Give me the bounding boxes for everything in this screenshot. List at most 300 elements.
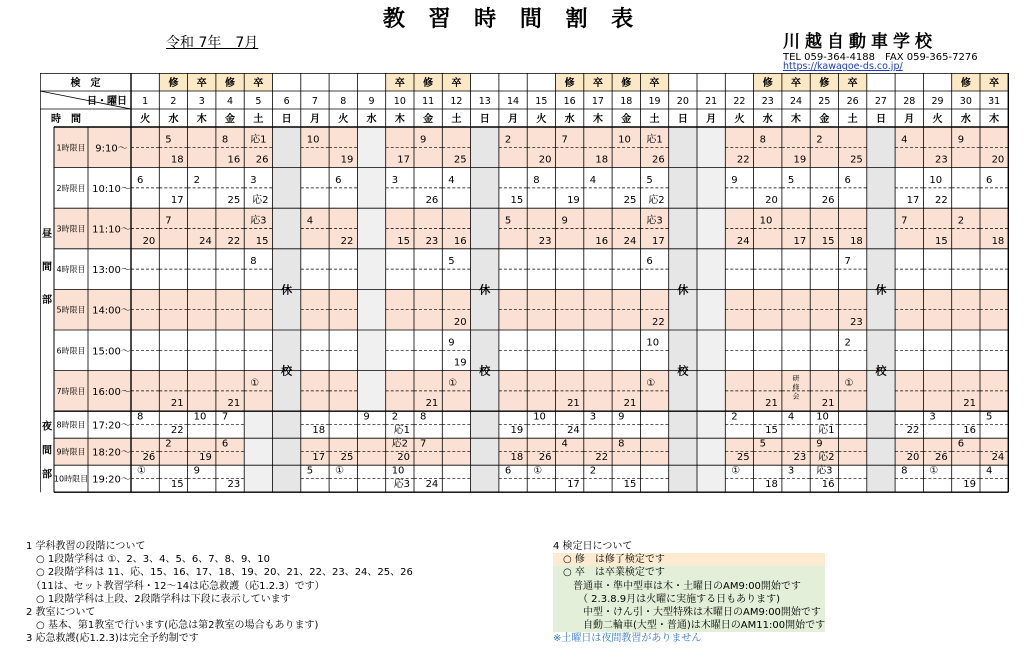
section-day-label: 部: [42, 295, 52, 307]
pink-row-cell: [301, 371, 329, 412]
cell-lower: 17: [567, 479, 580, 491]
weekday: 日: [479, 114, 490, 125]
weekday: 金: [225, 114, 236, 125]
cell-upper: 3: [250, 174, 257, 186]
weekday: 金: [621, 114, 632, 125]
period-label: 6時限目: [56, 346, 86, 356]
cell-lower: 16: [453, 235, 467, 247]
cell-lower: 20: [453, 317, 467, 328]
cell-lower: 20: [538, 154, 552, 166]
pink-row-cell: [188, 127, 216, 168]
cell-upper: 6: [221, 438, 229, 450]
pink-row-cell: [499, 208, 527, 249]
pink-row-cell: [980, 289, 1008, 330]
cell-upper: 9: [420, 134, 427, 146]
date-header: 日・曜日: [87, 96, 127, 107]
cell-upper: 5: [759, 438, 766, 450]
weekday: 木: [196, 114, 207, 125]
cell-lower: 19: [793, 154, 807, 166]
cell-upper: 2: [844, 337, 851, 349]
day-number: 13: [478, 96, 491, 107]
cell-lower: 19: [340, 154, 354, 166]
cell-upper: 応3: [646, 215, 663, 227]
cell-upper: 9: [957, 134, 965, 146]
cell-lower: 応2: [252, 195, 269, 207]
cell-lower: 19: [510, 425, 524, 437]
cell-lower: 22: [340, 235, 354, 247]
cell-lower: 24: [736, 235, 750, 247]
day-number: 31: [988, 96, 1001, 107]
cell-lower: 25: [623, 195, 637, 207]
day-number: 18: [620, 96, 633, 107]
weekday: 月: [706, 114, 717, 125]
cell-lower: 応1: [393, 425, 410, 437]
day-number: 23: [761, 96, 774, 107]
cell-upper: 10: [929, 174, 943, 186]
pink-row-cell: [923, 371, 951, 412]
cell-lower: 26: [934, 452, 948, 464]
closed-cell: [357, 371, 385, 412]
cell-lower: 23: [934, 154, 948, 166]
cell-lower: 16: [963, 425, 976, 437]
weekday: 水: [564, 114, 575, 125]
cell-lower: 26: [255, 154, 269, 166]
pink-row-cell: [442, 438, 470, 465]
note-line: ○ 1段階学科は上段、2段階学科は下段に表示しています: [26, 593, 291, 605]
day-number: 28: [903, 96, 916, 107]
pink-row-cell: [895, 127, 923, 168]
closed-cell: [669, 465, 697, 492]
school-name: 川越自動車学校: [783, 32, 937, 52]
cell-upper: 6: [137, 174, 144, 186]
cell-lower: 18: [510, 452, 524, 464]
kentei-mark: 修: [819, 78, 830, 89]
period-label: 8時限目: [56, 420, 86, 430]
cell-lower: 23: [425, 235, 439, 247]
cell-upper: 2: [165, 438, 172, 450]
cell-lower: 26: [425, 195, 439, 207]
cell-upper: 8: [250, 256, 257, 268]
closed-cell: [357, 208, 385, 249]
pink-row-cell: [725, 289, 753, 330]
pink-row-cell: [414, 127, 442, 168]
section-night-label: 夜: [42, 421, 52, 433]
pink-row-cell: [725, 371, 753, 412]
day-number: 20: [676, 96, 689, 107]
cell-upper: 4: [901, 134, 908, 146]
cell-upper: ①: [533, 465, 543, 477]
cell-lower: 応1: [818, 425, 835, 437]
pink-row-cell: [386, 289, 414, 330]
cell-upper: 7: [844, 256, 851, 268]
cell-upper: ①: [929, 465, 939, 477]
cell-upper: 5: [306, 465, 314, 477]
day-number: 22: [733, 96, 746, 107]
notes-left: [26, 540, 413, 646]
day-number: 11: [422, 96, 435, 107]
day-number: 29: [931, 96, 944, 107]
cell-upper: 9: [618, 411, 625, 423]
note-line: ○ 2段階学科は 11、応、15、16、17、18、19、20、21、22、23、24、25、26: [26, 567, 413, 579]
pink-row-cell: [754, 127, 782, 168]
cell-lower: 18: [170, 154, 184, 166]
kentei-mark: 卒: [394, 78, 405, 89]
cell-lower: 21: [425, 398, 439, 410]
cell-upper: 5: [165, 134, 172, 146]
cell-upper: ①: [335, 465, 345, 477]
cell-upper: 2: [816, 134, 823, 146]
cell-lower: 25: [227, 195, 241, 207]
kentei-mark: 卒: [253, 78, 264, 89]
day-number: 16: [563, 96, 576, 107]
kentei-mark: 卒: [989, 78, 1000, 89]
cell-lower: 18: [991, 235, 1005, 247]
cell-lower: 21: [170, 398, 184, 410]
closed-cell: [471, 168, 499, 209]
cell-upper: 8: [618, 438, 625, 450]
closed-label: 校: [875, 364, 887, 378]
closed-cell: [244, 465, 272, 492]
cell-lower: 23: [227, 479, 241, 491]
cell-lower: 18: [595, 154, 609, 166]
pink-row-cell: [612, 127, 640, 168]
pink-row-cell: [131, 289, 159, 330]
section-night-label: 部: [42, 469, 52, 481]
cell-upper: 9: [731, 174, 738, 186]
pink-row-cell: [952, 289, 980, 330]
closed-cell: [697, 411, 725, 438]
cell-upper: 10: [533, 411, 546, 423]
closed-cell: [669, 208, 697, 249]
cell-lower: 24: [425, 479, 439, 491]
period-time: 15:00～: [92, 346, 131, 358]
section-night-label: 間: [42, 445, 52, 457]
day-number: 1: [142, 96, 149, 107]
cell-lower: 15: [934, 235, 948, 247]
pink-row-cell: [556, 438, 584, 465]
period-time: 13:00～: [92, 265, 131, 277]
cell-upper: ①: [250, 377, 260, 389]
pink-row-cell: [131, 127, 159, 168]
cell-lower: 22: [906, 425, 920, 437]
cell-upper: 9: [363, 411, 370, 423]
pink-row-cell: [499, 371, 527, 412]
cell-lower: 19: [963, 479, 976, 491]
cell-lower: 20: [906, 452, 920, 464]
cell-upper: 3: [929, 411, 936, 423]
kentei-mark: 修: [960, 78, 971, 89]
closed-cell: [669, 438, 697, 465]
pink-row-cell: [640, 438, 668, 465]
cell-upper: 5: [646, 174, 653, 186]
day-number: 8: [340, 96, 347, 107]
cell-lower: 15: [255, 235, 269, 247]
cell-upper: 5: [448, 256, 455, 268]
closed-cell: [273, 465, 301, 492]
day-number: 24: [790, 96, 803, 107]
cell-lower: 22: [170, 425, 184, 437]
cell-upper: 3: [787, 465, 795, 477]
pink-row-cell: [301, 289, 329, 330]
day-number: 9: [368, 96, 375, 107]
pink-row-cell: [216, 438, 244, 465]
cell-upper: 8: [137, 411, 144, 423]
cell-upper: 6: [504, 465, 512, 477]
cell-upper: 5: [504, 215, 512, 227]
cell-lower: 24: [623, 235, 637, 247]
pink-row-cell: [159, 438, 187, 465]
cell-upper: 2: [391, 411, 399, 423]
cell-lower: 17: [793, 235, 807, 247]
weekday: 月: [508, 114, 519, 125]
pink-row-cell: [839, 371, 867, 412]
cell-upper: 8: [759, 134, 766, 146]
note-line: ○ 1段階学科は ①、2、3、4、5、6、7、8、9、10: [26, 554, 271, 566]
cell-upper: 10: [391, 465, 405, 477]
weekday: 木: [394, 114, 405, 125]
closed-cell: [357, 127, 385, 168]
cell-lower: 18: [850, 235, 863, 247]
cell-lower: 20: [397, 452, 410, 464]
section-day-label: 間: [42, 262, 52, 274]
day-number: 14: [507, 96, 520, 107]
closed-cell: [697, 249, 725, 290]
period-time: 18:20～: [92, 447, 131, 459]
cell-lower: 22: [736, 154, 750, 166]
cell-lower: 16: [595, 235, 609, 247]
closed-cell: [867, 411, 895, 438]
pink-row-cell: [612, 438, 640, 465]
cell-lower: 19: [199, 452, 212, 464]
day-number: 27: [874, 96, 887, 107]
closed-cell: [471, 208, 499, 249]
cell-upper: 4: [787, 411, 795, 423]
note-sotsu: ○ 卒 は卒業検定です: [553, 566, 825, 579]
cell-upper: 3: [589, 411, 597, 423]
period-time: 19:20～: [92, 474, 131, 486]
cell-lower: 15: [765, 425, 778, 437]
day-number: 19: [648, 96, 661, 107]
pink-row-cell: [556, 127, 584, 168]
day-number: 12: [450, 96, 463, 107]
cell-upper: 9: [561, 215, 568, 227]
pink-row-cell: [952, 438, 980, 465]
cell-upper: 6: [957, 438, 965, 450]
cell-upper: 8: [221, 134, 229, 146]
period-label: 9時限目: [56, 447, 86, 457]
closed-cell: [273, 168, 301, 209]
cell-upper: 10: [816, 411, 829, 423]
note-line: 1 学科教習の段階について: [26, 541, 146, 552]
note-line: 2 教室について: [26, 607, 96, 619]
note-line: （ 2.3.8.9月は火曜に実施する日もあります): [553, 593, 825, 606]
note-line: 3 応急救護(応1.2.3)は完全予約制です: [26, 633, 199, 645]
kentei-mark: 修: [423, 78, 434, 89]
pink-row-cell: [980, 371, 1008, 412]
pink-row-cell: [895, 208, 923, 249]
cell-upper: 2: [504, 134, 512, 146]
cell-lower: 17: [170, 195, 184, 207]
timetable-grid: [40, 73, 1010, 535]
cell-lower: 21: [963, 398, 976, 410]
cell-upper: ①: [844, 377, 854, 389]
weekday: 日: [281, 114, 292, 125]
pink-row-cell: [584, 289, 612, 330]
month-label: 令和 7年 7月: [166, 35, 259, 51]
kentei-mark: 修: [168, 78, 179, 89]
kentei-mark: 卒: [649, 78, 660, 89]
kentei-mark: 卒: [592, 78, 603, 89]
cell-upper: 7: [901, 215, 908, 227]
pink-row-cell: [414, 438, 442, 465]
pink-row-cell: [244, 289, 272, 330]
closed-cell: [357, 330, 385, 371]
weekday: 木: [989, 114, 1000, 125]
cell-lower: 23: [538, 235, 552, 247]
closed-cell: [471, 465, 499, 492]
pink-row-cell: [810, 127, 838, 168]
weekday: 土: [253, 114, 264, 125]
weekday: 火: [734, 114, 745, 125]
pink-row-cell: [131, 371, 159, 412]
cell-lower: 26: [651, 154, 665, 166]
kentei-mark: 修: [564, 78, 575, 89]
pink-row-cell: [895, 289, 923, 330]
website-link[interactable]: https://kawagoe-ds.co.jp/: [783, 61, 903, 72]
section-day-label: 昼: [42, 229, 52, 241]
contact-phone-fax: TEL 059-364-4188 FAX 059-365-7276: [783, 52, 978, 63]
pink-row-cell: [159, 289, 187, 330]
period-time: 16:00～: [92, 386, 131, 398]
cell-upper: 6: [844, 174, 851, 186]
day-number: 7: [311, 96, 318, 107]
closed-cell: [244, 438, 272, 465]
weekday: 火: [338, 114, 349, 125]
cell-lower: 26: [142, 452, 156, 464]
pink-row-cell: [952, 208, 980, 249]
closed-label: 校: [677, 364, 689, 378]
closed-cell: [273, 208, 301, 249]
pink-row-cell: [527, 371, 555, 412]
closed-cell: [697, 371, 725, 412]
weekday: 金: [819, 114, 830, 125]
kentei-header: 検 定: [70, 78, 101, 89]
weekday: 水: [366, 114, 377, 125]
closed-cell: [697, 208, 725, 249]
cell-lower: 24: [991, 452, 1005, 464]
weekday: 土: [451, 114, 462, 125]
pink-row-cell: [159, 208, 187, 249]
pink-row-cell: [556, 289, 584, 330]
period-time: 11:10～: [92, 224, 131, 236]
weekday: 木: [592, 114, 603, 125]
day-number: 6: [283, 96, 290, 107]
period-time: 17:20～: [92, 420, 131, 432]
cell-upper: 応3: [816, 465, 833, 477]
kentei-mark: 修: [762, 78, 773, 89]
closed-cell: [471, 438, 499, 465]
cell-lower: 17: [651, 235, 665, 247]
closed-cell: [357, 249, 385, 290]
cell-upper: ①: [137, 465, 146, 477]
kentei-mark: 修: [621, 78, 632, 89]
weekday: 水: [762, 114, 773, 125]
cell-lower: 17: [906, 195, 920, 207]
pink-row-cell: [442, 371, 470, 412]
cell-lower: 21: [765, 398, 778, 410]
pink-row-cell: [301, 208, 329, 249]
cell-upper: 2: [731, 411, 738, 423]
closed-cell: [697, 127, 725, 168]
weekday: 月: [309, 114, 320, 125]
pink-row-cell: [329, 371, 357, 412]
pink-row-cell: [414, 289, 442, 330]
closed-cell: [273, 411, 301, 438]
cell-upper: 6: [646, 256, 653, 268]
cell-lower: 25: [850, 154, 863, 166]
closed-cell: [867, 208, 895, 249]
cell-lower: 19: [453, 357, 467, 369]
period-label: 7時限目: [56, 386, 86, 396]
pink-row-cell: [386, 371, 414, 412]
cell-lower: 応2: [818, 452, 835, 464]
day-number: 26: [846, 96, 859, 107]
closed-label: 休: [479, 283, 491, 297]
pink-row-cell: [584, 371, 612, 412]
cell-upper: 9: [193, 465, 200, 477]
pink-row-cell: [754, 289, 782, 330]
cell-upper: 10: [193, 411, 207, 423]
closed-cell: [669, 411, 697, 438]
day-number: 4: [227, 96, 234, 107]
cell-lower: 21: [227, 398, 241, 410]
cell-upper: 7: [561, 134, 568, 146]
closed-cell: [244, 411, 272, 438]
weekday: 水: [168, 114, 179, 125]
closed-cell: [697, 168, 725, 209]
closed-cell: [867, 168, 895, 209]
weekday: 水: [960, 114, 971, 125]
cell-upper: 3: [391, 174, 399, 186]
weekday: 土: [649, 114, 660, 125]
cell-upper: 4: [561, 438, 568, 450]
kentei-mark: 卒: [791, 78, 802, 89]
closed-cell: [867, 465, 895, 492]
day-number: 30: [959, 96, 972, 107]
pink-row-cell: [754, 208, 782, 249]
weekday: 月: [904, 114, 915, 125]
cell-lower: 19: [567, 195, 580, 207]
cell-upper: 2: [957, 215, 965, 227]
closed-cell: [697, 330, 725, 371]
pink-row-cell: [301, 127, 329, 168]
pink-row-cell: [640, 371, 668, 412]
cell-lower: 22: [934, 195, 948, 207]
cell-lower: 22: [595, 452, 609, 464]
cell-upper: ①: [448, 377, 458, 389]
closed-label: 休: [281, 283, 293, 297]
cell-lower: 25: [736, 452, 750, 464]
cell-upper: 4: [986, 465, 993, 477]
pink-row-cell: [612, 289, 640, 330]
period-time: 9:10～: [95, 143, 128, 155]
period-label: 2時限目: [56, 183, 86, 193]
weekday: 金: [423, 114, 434, 125]
day-number: 10: [393, 96, 406, 107]
closed-cell: [471, 127, 499, 168]
cell-lower: 21: [623, 398, 637, 410]
period-label: 10時限目: [53, 474, 89, 484]
